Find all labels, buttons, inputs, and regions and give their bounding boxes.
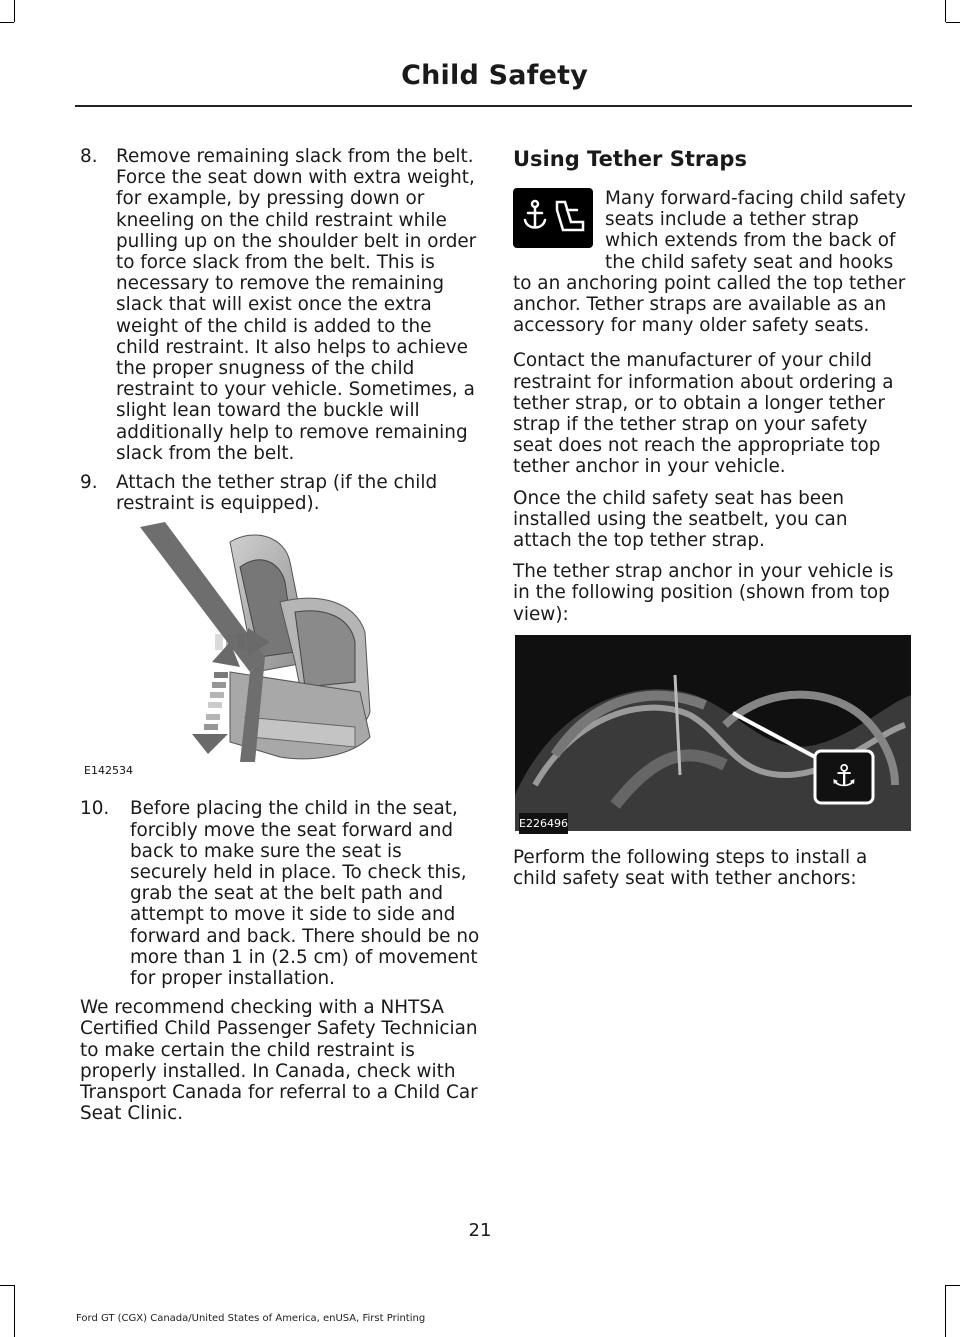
crop-mark <box>945 0 946 22</box>
step-text: Attach the tether strap (if the child restraint is equipped). <box>116 472 438 515</box>
step-text: Remove remaining slack from the belt. Force the seat down with extra weight, for example, by pressing down or kneeling on the child restraint while pulling up on the shoulder belt in order to force slack from the belt. This is necessary to remove the remaining slack that will exist once the extra weight of the child is added to the child restraint. It also helps to achieve the proper snugness of the child restraint to your vehicle. Sometimes, a slight lean toward the buckle will additionally help to remove remaining slack from the belt. <box>116 146 477 464</box>
section-heading: Using Tether Straps <box>513 147 747 171</box>
crop-mark <box>0 1285 14 1286</box>
crop-mark <box>14 1285 15 1337</box>
step-number: 8. <box>80 146 98 167</box>
paragraph: Perform the following steps to install a child safety seat with tether anchors: <box>513 846 868 890</box>
child-seat-figure <box>80 522 480 782</box>
step-text: Before placing the child in the seat, forcibly move the seat forward and back to make sure the seat is securely held in place. To check this, grab the seat at the belt path and attempt to move it side to side and forward and back. There should be no more than 1 in (2.5 cm) of movement for proper installation. <box>130 798 480 990</box>
step-number: 10. <box>80 798 110 820</box>
crop-mark <box>946 1285 960 1286</box>
left-column <box>80 146 480 1135</box>
step-number: 9. <box>80 472 98 494</box>
vehicle-top-view-figure <box>515 635 911 831</box>
intro-text: Many forward-facing child safety seats include a tether strap which extends from the back of the child safety seat and hooks to an anchoring point called the top tether anchor. Tether straps are available as an accessory for many older safety seats. <box>513 188 907 337</box>
child-seat-tether-anchor-icon <box>513 188 593 248</box>
paragraph: The tether strap anchor in your vehicle is in the following position (shown from top view): <box>513 561 894 625</box>
child-seat-illustration <box>80 522 480 782</box>
page-number: 21 <box>468 1220 492 1241</box>
vehicle-top-view-illustration <box>515 635 911 831</box>
crop-mark <box>946 22 960 23</box>
step-8 <box>80 146 480 464</box>
anchor-icon: ⚓ <box>830 758 858 794</box>
crop-mark <box>945 1285 946 1337</box>
step-9 <box>80 472 480 514</box>
figure-id: E226496 <box>519 813 568 834</box>
figure-id: E142534 <box>84 764 133 778</box>
crop-mark <box>0 22 14 23</box>
intro-block <box>513 188 911 336</box>
footer-text: Ford GT (CGX) Canada/United States of America, enUSA, First Printing <box>76 1313 426 1324</box>
step-10 <box>80 798 480 989</box>
right-column <box>513 146 911 899</box>
paragraph: Contact the manufacturer of your child restraint for information about ordering a tether strap, or to obtain a longer tether strap if the tether strap on your safety seat does not reach the appropriate top tether anchor in your vehicle. <box>513 350 894 478</box>
header-divider <box>75 105 912 107</box>
paragraph: We recommend checking with a NHTSA Certified Child Passenger Safety Technician to make certain the child restraint is properly installed. In Canada, check with Transport Canada for referral to a Child Car Seat Clinic. <box>80 997 478 1125</box>
crop-mark <box>14 0 15 22</box>
paragraph: Once the child safety seat has been installed using the seatbelt, you can attach the top tether strap. <box>513 487 848 552</box>
page-title: Child Safety <box>401 60 588 91</box>
